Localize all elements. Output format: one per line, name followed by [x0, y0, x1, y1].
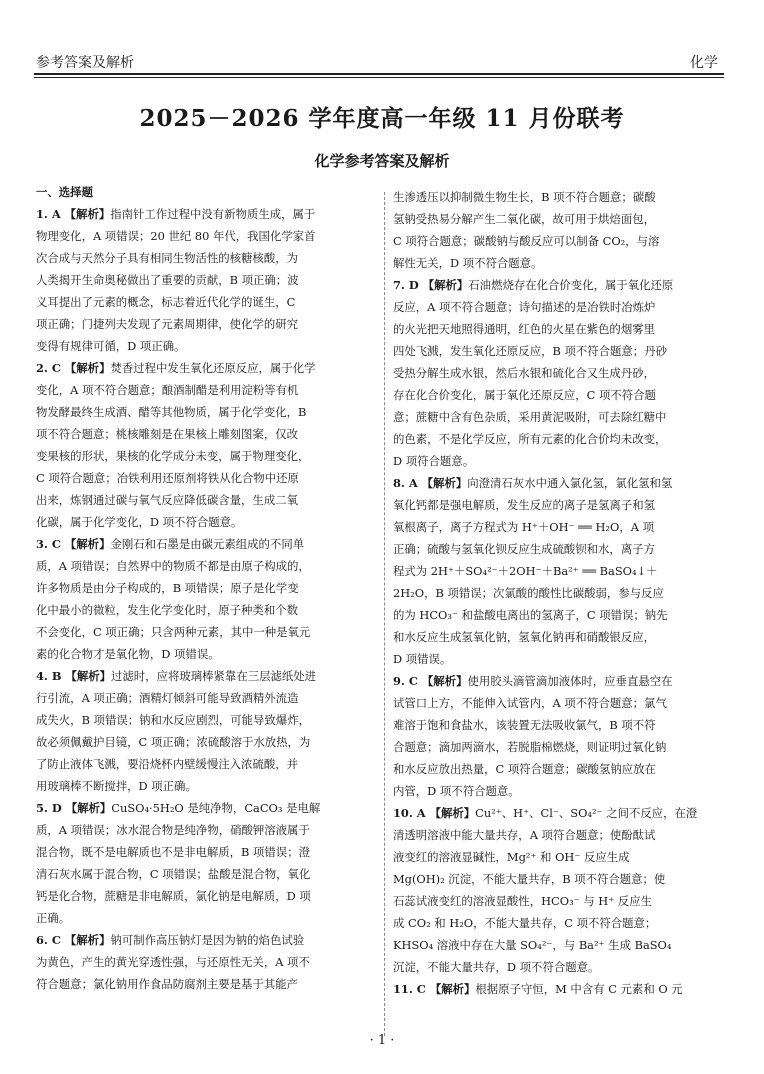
answer-text: 氧化钙都是强电解质，发生反应的离子是氢离子和氢	[393, 498, 655, 512]
header-rule-thin	[34, 77, 724, 78]
answer-text: 成 CO₂ 和 H₂O，不能大量共存，C 项不符合题意；	[393, 916, 657, 930]
answer-text: 钙是化合物，蔗糖是非电解质，氯化钠是电解质，D 项	[36, 889, 311, 903]
answer-line	[393, 296, 725, 318]
analysis-tag: 【解析】	[60, 361, 111, 375]
answer-text: 2H₂O，B 项错误；次氯酸的酸性比碳酸弱，参与反应	[393, 586, 664, 600]
answer-text: 物理变化，A 项错误；20 世纪 80 年代，我国化学家首	[36, 229, 316, 243]
answer-line	[393, 406, 725, 428]
answer-line	[393, 252, 725, 274]
analysis-tag: 【解析】	[61, 801, 112, 815]
answer-line	[393, 868, 725, 890]
header-subject-label: 化学	[690, 55, 718, 71]
answer-text: 许多物质是由分子构成的，B 项错误；原子是化学变	[36, 581, 299, 595]
answer-line	[36, 775, 376, 797]
answer-line	[36, 335, 376, 357]
answer-text: 质，A 项错误；冰水混合物是纯净物，硝酸钾溶液属于	[36, 823, 310, 837]
question-number: 3. C	[36, 537, 61, 551]
answer-line	[36, 401, 376, 423]
answer-text: 向澄清石灰水中通入氯化氢，氯化氢和氢	[467, 476, 673, 490]
page-number: · 1 ·	[369, 1033, 395, 1048]
answer-line	[36, 973, 376, 995]
analysis-tag: 【解析】	[418, 278, 469, 292]
answer-line	[393, 560, 725, 582]
answer-text: 沉淀，不能大量共存，D 项不符合题意。	[393, 960, 600, 974]
answer-line	[36, 247, 376, 269]
answer-line	[36, 511, 376, 533]
answer-line	[393, 516, 725, 538]
answer-text: 生渗透压以抑制微生物生长，B 项不符合题意；碳酸	[393, 190, 656, 204]
answer-text: 试管口上方，不能伸入试管内，A 项不符合题意；氯气	[393, 696, 667, 710]
answer-line	[36, 841, 376, 863]
answer-text: 根据原子守恒，M 中含有 C 元素和 O 元	[475, 982, 683, 996]
right-column	[393, 186, 725, 1000]
answer-text: 正确；硫酸与氢氧化钡反应生成硫酸钡和水，离子方	[393, 542, 655, 556]
answer-line	[36, 445, 376, 467]
answer-line	[36, 203, 376, 225]
answer-line	[36, 709, 376, 731]
question-number: 11. C	[393, 982, 426, 996]
answer-text: D 项错误。	[393, 652, 452, 666]
answer-text: 变果核的形状，果核的化学成分未变，属于物理变化，	[36, 449, 310, 463]
answer-text: 受热分解生成水银，然后水银和硫化合又生成丹砂，	[393, 366, 655, 380]
analysis-tag: 【解析】	[417, 674, 468, 688]
answer-line	[36, 929, 376, 951]
answer-text: 钠可制作高压钠灯是因为钠的焰色试验	[110, 933, 305, 947]
answer-line	[36, 819, 376, 841]
right-answer-lines	[393, 186, 725, 1000]
answer-line	[393, 384, 725, 406]
answer-text: 化碳，属于化学变化，D 项不符合题意。	[36, 515, 243, 529]
answer-text: 合题意；滴加两滴水，若脱脂棉燃烧，则证明过氧化钠	[393, 740, 667, 754]
answer-text: 成失火，B 项错误；钠和水反应剧烈，可能导致爆炸，	[36, 713, 310, 727]
answer-text: 液变红的溶液显碱性，Mg²⁺ 和 OH⁻ 反应生成	[393, 850, 630, 864]
answer-text: 人类揭开生命奥秘做出了重要的贡献，B 项正确；波	[36, 273, 299, 287]
answer-line	[36, 291, 376, 313]
answer-text: 项不符合题意；桃核雕刻是在果核上雕刻图案，仅改	[36, 427, 298, 441]
answer-text: 存在化合价变化，属于氧化还原反应，C 项不符合题	[393, 388, 656, 402]
answer-line	[36, 423, 376, 445]
answer-text: 项正确；门捷列夫发现了元素周期律，使化学的研究	[36, 317, 298, 331]
answer-line	[36, 753, 376, 775]
answer-line	[393, 318, 725, 340]
answer-text: 和水反应生成氢氧化钠，氢氧化钠再和硝酸银反应，	[393, 630, 655, 644]
question-number: 5. D	[36, 801, 62, 815]
answer-text: 次合成与天然分子具有相同生物活性的核糖核酸，为	[36, 251, 298, 265]
answer-line	[36, 577, 376, 599]
answer-text: 的色素，不是化学反应，所有元素的化合价均未改变，	[393, 432, 667, 446]
answer-text: 石油燃烧存在化合价变化，属于氧化还原	[468, 278, 674, 292]
answer-text: 金刚石和石墨是由碳元素组成的不同单	[110, 537, 305, 551]
answer-line	[393, 230, 725, 252]
answer-text: 意；蔗糖中含有色杂质，采用黄泥吸附，可去除红糖中	[393, 410, 667, 424]
header-rule-thick	[34, 73, 724, 75]
analysis-tag: 【解析】	[425, 806, 476, 820]
answer-text: 不会变化，C 项正确；只含两种元素，其中一种是氧元	[36, 625, 311, 639]
answer-line	[393, 714, 725, 736]
answer-line	[36, 665, 376, 687]
answer-text: C 项符合题意；冶铁利用还原剂将铁从化合物中还原	[36, 471, 299, 485]
answer-line	[36, 731, 376, 753]
analysis-tag: 【解析】	[60, 537, 111, 551]
analysis-tag: 【解析】	[60, 207, 111, 221]
answer-text: 质，A 项错误；自然界中的物质不都是由原子构成的，	[36, 559, 310, 573]
answer-line	[36, 533, 376, 555]
page-subtitle: 化学参考答案及解析	[314, 152, 450, 170]
answer-line	[393, 450, 725, 472]
left-column	[36, 181, 376, 995]
answer-line	[393, 890, 725, 912]
answer-line	[36, 225, 376, 247]
analysis-tag: 【解析】	[60, 933, 111, 947]
answer-line	[393, 494, 725, 516]
answer-text: 程式为 2H⁺＋SO₄²⁻＋2OH⁻＋Ba²⁺ ══ BaSO₄↓＋	[393, 564, 658, 578]
answer-line	[393, 626, 725, 648]
answer-text: 难溶于饱和食盐水，该装置无法吸收氯气，B 项不符	[393, 718, 656, 732]
section-heading: 一、选择题	[36, 185, 93, 199]
question-number: 1. A	[36, 207, 61, 221]
answer-text: 清透明溶液中能大量共存，A 项符合题意；使酚酞试	[393, 828, 656, 842]
answer-text: 的火光把天地照得通明，红色的火星在紫色的烟雾里	[393, 322, 655, 336]
answer-text: Cu²⁺、H⁺、Cl⁻、SO₄²⁻ 之间不反应，在澄	[475, 806, 698, 820]
answer-line	[36, 269, 376, 291]
question-number: 2. C	[36, 361, 61, 375]
answer-text: 使用胶头滴管滴加液体时，应垂直悬空在	[467, 674, 673, 688]
column-divider	[384, 192, 385, 1036]
answer-text: 的为 HCO₃⁻ 和盐酸电离出的氢离子，C 项错误；钠先	[393, 608, 668, 622]
answer-line	[36, 357, 376, 379]
answer-text: 氢钠受热易分解产生二氧化碳，故可用于烘焙面包，	[393, 212, 655, 226]
answer-line	[36, 951, 376, 973]
answer-line	[393, 758, 725, 780]
answer-line	[393, 648, 725, 670]
question-number: 6. C	[36, 933, 61, 947]
answer-text: Mg(OH)₂ 沉淀，不能大量共存，B 项不符合题意；使	[393, 872, 666, 886]
answer-line	[393, 670, 725, 692]
question-number: 7. D	[393, 278, 419, 292]
answer-line	[393, 186, 725, 208]
answer-text: 和水反应放出热量，C 项符合题意；碳酸氢钠应放在	[393, 762, 656, 776]
answer-line	[393, 802, 725, 824]
answer-line	[393, 846, 725, 868]
answer-text: 指南针工作过程中没有新物质生成，属于	[110, 207, 316, 221]
header-left-label: 参考答案及解析	[36, 55, 134, 71]
answer-text: 为黄色，产生的黄光穿透性强，与还原性无关，A 项不	[36, 955, 310, 969]
answer-text: 变化，A 项不符合题意；酿酒制醋是利用淀粉等有机	[36, 383, 299, 397]
answer-line	[36, 687, 376, 709]
answer-text: 了防止液体飞溅，要沿烧杯内壁缓慢注入浓硫酸，并	[36, 757, 298, 771]
answer-text: 焚香过程中发生氧化还原反应，属于化学	[110, 361, 316, 375]
answer-text: 四处飞溅，发生氧化还原反应，B 项不符合题意；丹砂	[393, 344, 667, 358]
answer-line	[393, 340, 725, 362]
question-number: 9. C	[393, 674, 418, 688]
answer-line	[393, 428, 725, 450]
analysis-tag: 【解析】	[425, 982, 476, 996]
answer-line	[36, 643, 376, 665]
answer-line	[393, 934, 725, 956]
answer-line	[36, 313, 376, 335]
answer-text: 出来，炼钢通过碳与氧气反应降低碳含量，生成二氧	[36, 493, 298, 507]
answer-line	[393, 538, 725, 560]
answer-line	[36, 467, 376, 489]
answer-text: 故必须佩戴护目镜，C 项正确；浓硫酸溶于水放热，为	[36, 735, 311, 749]
answer-text: 过滤时，应将玻璃棒紧靠在三层滤纸处进	[111, 669, 317, 683]
answer-text: 符合题意；氯化钠用作食品防腐剂主要是基于其能产	[36, 977, 298, 991]
answer-text: 变得有规律可循，D 项正确。	[36, 339, 186, 353]
answer-text: 用玻璃棒不断搅拌，D 项正确。	[36, 779, 197, 793]
answer-line	[36, 489, 376, 511]
answer-text: 石蕊试液变红的溶液显酸性，HCO₃⁻ 与 H⁺ 反应生	[393, 894, 653, 908]
answer-line	[393, 978, 725, 1000]
answer-text: 反应，A 项不符合题意；诗句描述的是冶铁时冶炼炉	[393, 300, 656, 314]
answer-line	[393, 956, 725, 978]
answer-line	[393, 780, 725, 802]
answer-text: 化中最小的微粒，发生化学变化时，原子种类和个数	[36, 603, 298, 617]
answer-line	[393, 736, 725, 758]
answer-line	[393, 692, 725, 714]
question-number: 10. A	[393, 806, 426, 820]
answer-line	[36, 621, 376, 643]
answer-line	[36, 379, 376, 401]
answer-text: 物发酵最终生成酒、醋等其他物质，属于化学变化，B	[36, 405, 307, 419]
page-title: 2025－2026 学年度高一年级 11 月份联考	[139, 105, 625, 132]
answer-text: D 项符合题意。	[393, 454, 475, 468]
answer-text: 清石灰水属于混合物，C 项错误；盐酸是混合物，氧化	[36, 867, 311, 881]
answer-line	[36, 885, 376, 907]
answer-text: 义耳提出了元素的概念，标志着近代化学的诞生，C	[36, 295, 296, 309]
answer-text: CuSO₄·5H₂O 是纯净物，CaCO₃ 是电解	[111, 801, 321, 815]
answer-line	[393, 582, 725, 604]
answer-text: 正确。	[36, 911, 71, 925]
answer-line	[393, 472, 725, 494]
answer-line	[393, 604, 725, 626]
answer-text: KHSO₄ 溶液中存在大量 SO₄²⁻，与 Ba²⁺ 生成 BaSO₄	[393, 938, 672, 952]
answer-line	[393, 362, 725, 384]
analysis-tag: 【解析】	[61, 669, 112, 683]
answer-line	[36, 555, 376, 577]
answer-line	[393, 274, 725, 296]
answer-line	[393, 912, 725, 934]
question-number: 4. B	[36, 669, 62, 683]
answer-text: 解性无关，D 项不符合题意。	[393, 256, 543, 270]
left-answer-lines	[36, 203, 376, 995]
answer-text: 混合物，既不是电解质也不是非电解质，B 项错误；澄	[36, 845, 310, 859]
answer-line	[36, 797, 376, 819]
answer-text: 氧根离子，离子方程式为 H⁺＋OH⁻ ══ H₂O，A 项	[393, 520, 654, 534]
answer-line	[393, 208, 725, 230]
question-number: 8. A	[393, 476, 418, 490]
answer-line	[36, 599, 376, 621]
answer-text: 内管，D 项不符合题意。	[393, 784, 520, 798]
answer-line	[393, 824, 725, 846]
analysis-tag: 【解析】	[417, 476, 468, 490]
answer-line	[36, 863, 376, 885]
answer-line	[36, 907, 376, 929]
answer-text: C 项符合题意；碳酸钠与酸反应可以制备 CO₂，与溶	[393, 234, 660, 248]
answer-text: 素的化合物才是氧化物，D 项错误。	[36, 647, 220, 661]
answer-text: 行引流，A 项正确；酒精灯倾斜可能导致酒精外流造	[36, 691, 299, 705]
